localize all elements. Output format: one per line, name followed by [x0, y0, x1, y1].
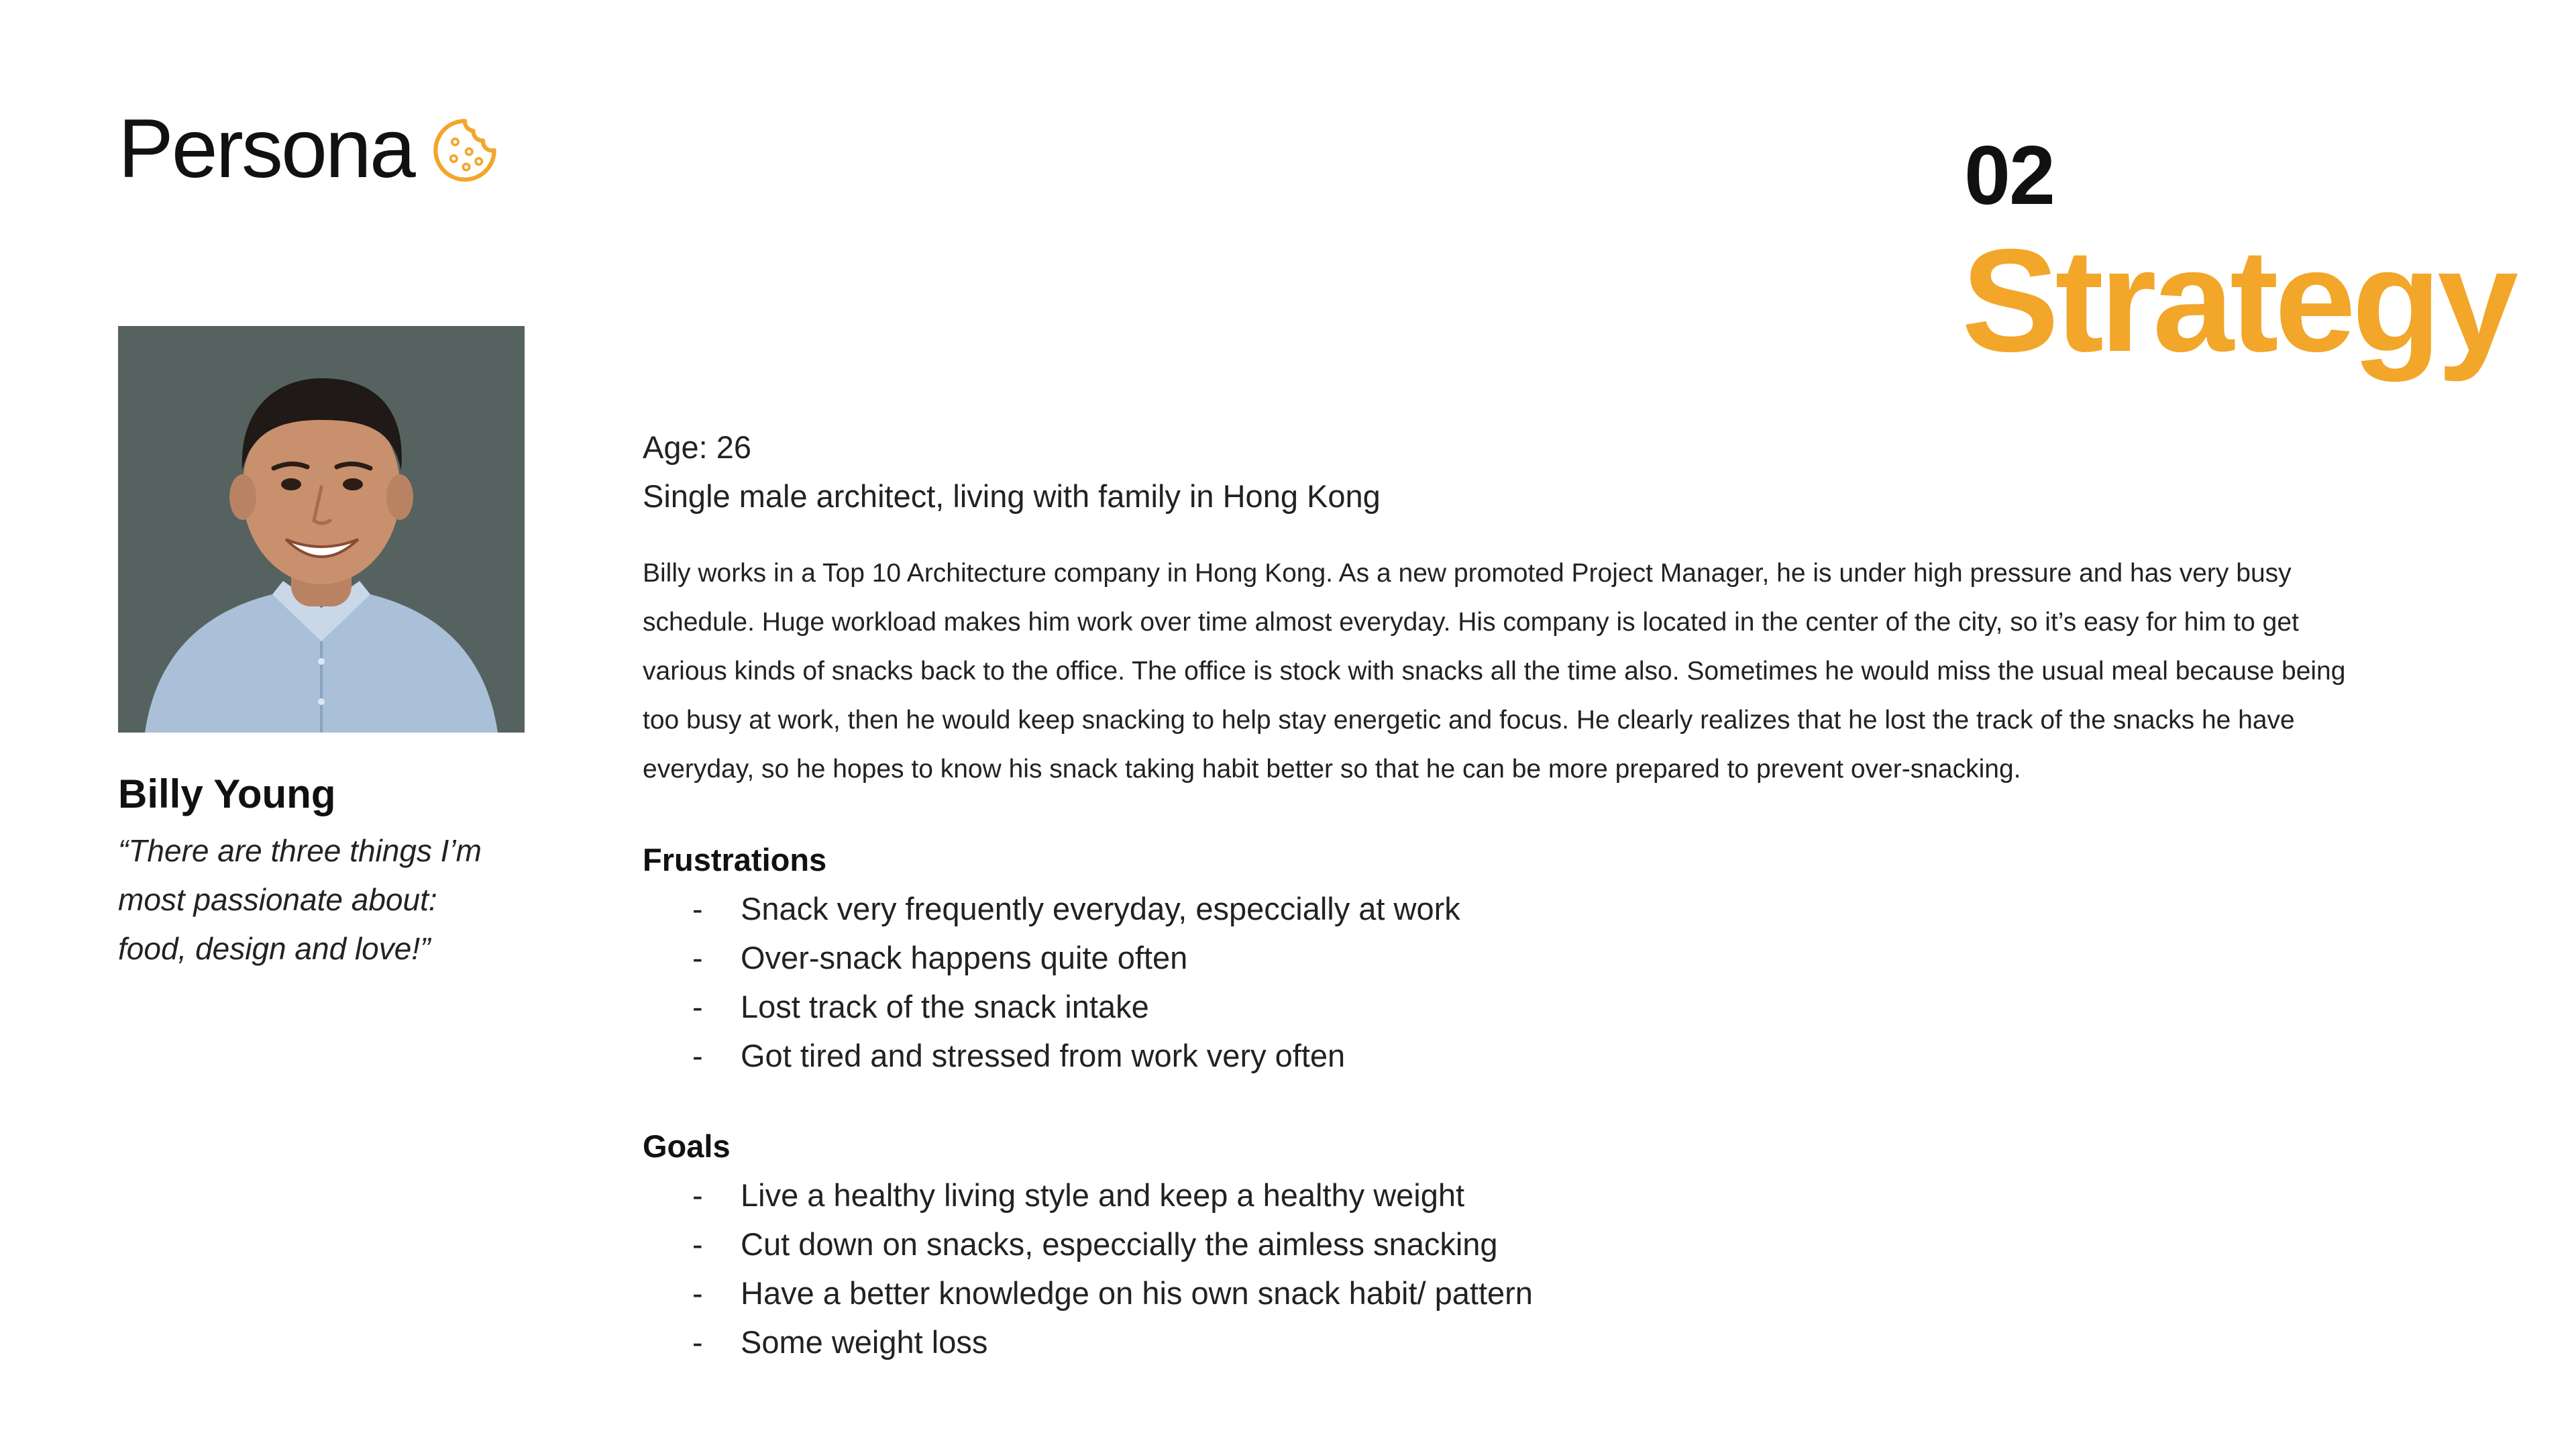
section-title: Strategy	[1962, 219, 2515, 382]
description-line: too busy at work, then he would keep snacking to help stay energetic and focus. He clearly realizes that he lost the track of the snacks he have	[643, 706, 2295, 735]
list-item	[643, 982, 2400, 1031]
list-item-text: Live a healthy living style and keep a healthy weight	[741, 1177, 1465, 1213]
quote-line: “There are three things I’m	[118, 833, 482, 868]
persona-name: Billy Young	[118, 771, 336, 816]
bullet-dash: -	[692, 1226, 703, 1262]
persona-age: Age: 26	[643, 429, 752, 465]
frustrations-heading: Frustrations	[643, 842, 827, 877]
list-item	[643, 933, 2400, 982]
list-item-text: Over-snack happens quite often	[741, 940, 1188, 975]
frustrations-list	[643, 884, 2400, 1080]
list-item-text: Have a better knowledge on his own snack habit/ pattern	[741, 1275, 1533, 1311]
cookie-icon	[430, 115, 500, 185]
list-item	[643, 1220, 2400, 1269]
persona-details	[643, 423, 2400, 1366]
portrait-illustration	[118, 326, 525, 733]
bullet-dash: -	[692, 1177, 703, 1213]
persona-description	[643, 549, 2400, 794]
persona-summary: Single male architect, living with family in Hong Kong	[643, 478, 1381, 514]
bullet-dash: -	[692, 1275, 703, 1311]
persona-quote	[118, 826, 534, 973]
bullet-dash: -	[692, 1324, 703, 1360]
bullet-dash: -	[692, 989, 703, 1024]
page-title: Persona	[118, 103, 414, 195]
list-item-text: Some weight loss	[741, 1324, 988, 1360]
description-line: schedule. Huge workload makes him work over time almost everyday. His company is located in the center of the city, so it’s easy for him to get	[643, 608, 2299, 637]
bullet-dash: -	[692, 940, 703, 975]
description-line: Billy works in a Top 10 Architecture company in Hong Kong. As a new promoted Project Manager, he is under high pressure and has very busy	[643, 559, 2292, 588]
portrait-photo	[118, 326, 525, 733]
list-item-text: Cut down on snacks, especcially the aimless snacking	[741, 1226, 1498, 1262]
section-number: 02	[1964, 129, 2054, 222]
bullet-dash: -	[692, 1038, 703, 1073]
description-line: various kinds of snacks back to the office. The office is stock with snacks all the time also. Sometimes he would miss the usual meal because being	[643, 657, 2346, 686]
list-item	[643, 1269, 2400, 1318]
list-item	[643, 1031, 2400, 1080]
list-item	[643, 1171, 2400, 1220]
goals-section	[643, 1122, 2400, 1366]
quote-line: most passionate about:	[118, 882, 437, 917]
goals-heading: Goals	[643, 1128, 731, 1164]
list-item	[643, 884, 2400, 933]
list-item-text: Snack very frequently everyday, especcially at work	[741, 891, 1460, 926]
persona-header	[118, 103, 500, 195]
goals-list	[643, 1171, 2400, 1366]
quote-line: food, design and love!”	[118, 931, 431, 966]
list-item-text: Lost track of the snack intake	[741, 989, 1149, 1024]
list-item-text: Got tired and stressed from work very often	[741, 1038, 1346, 1073]
bullet-dash: -	[692, 891, 703, 926]
list-item	[643, 1318, 2400, 1366]
description-line: everyday, so he hopes to know his snack taking habit better so that he can be more prepared to prevent over-snacking.	[643, 755, 2021, 784]
